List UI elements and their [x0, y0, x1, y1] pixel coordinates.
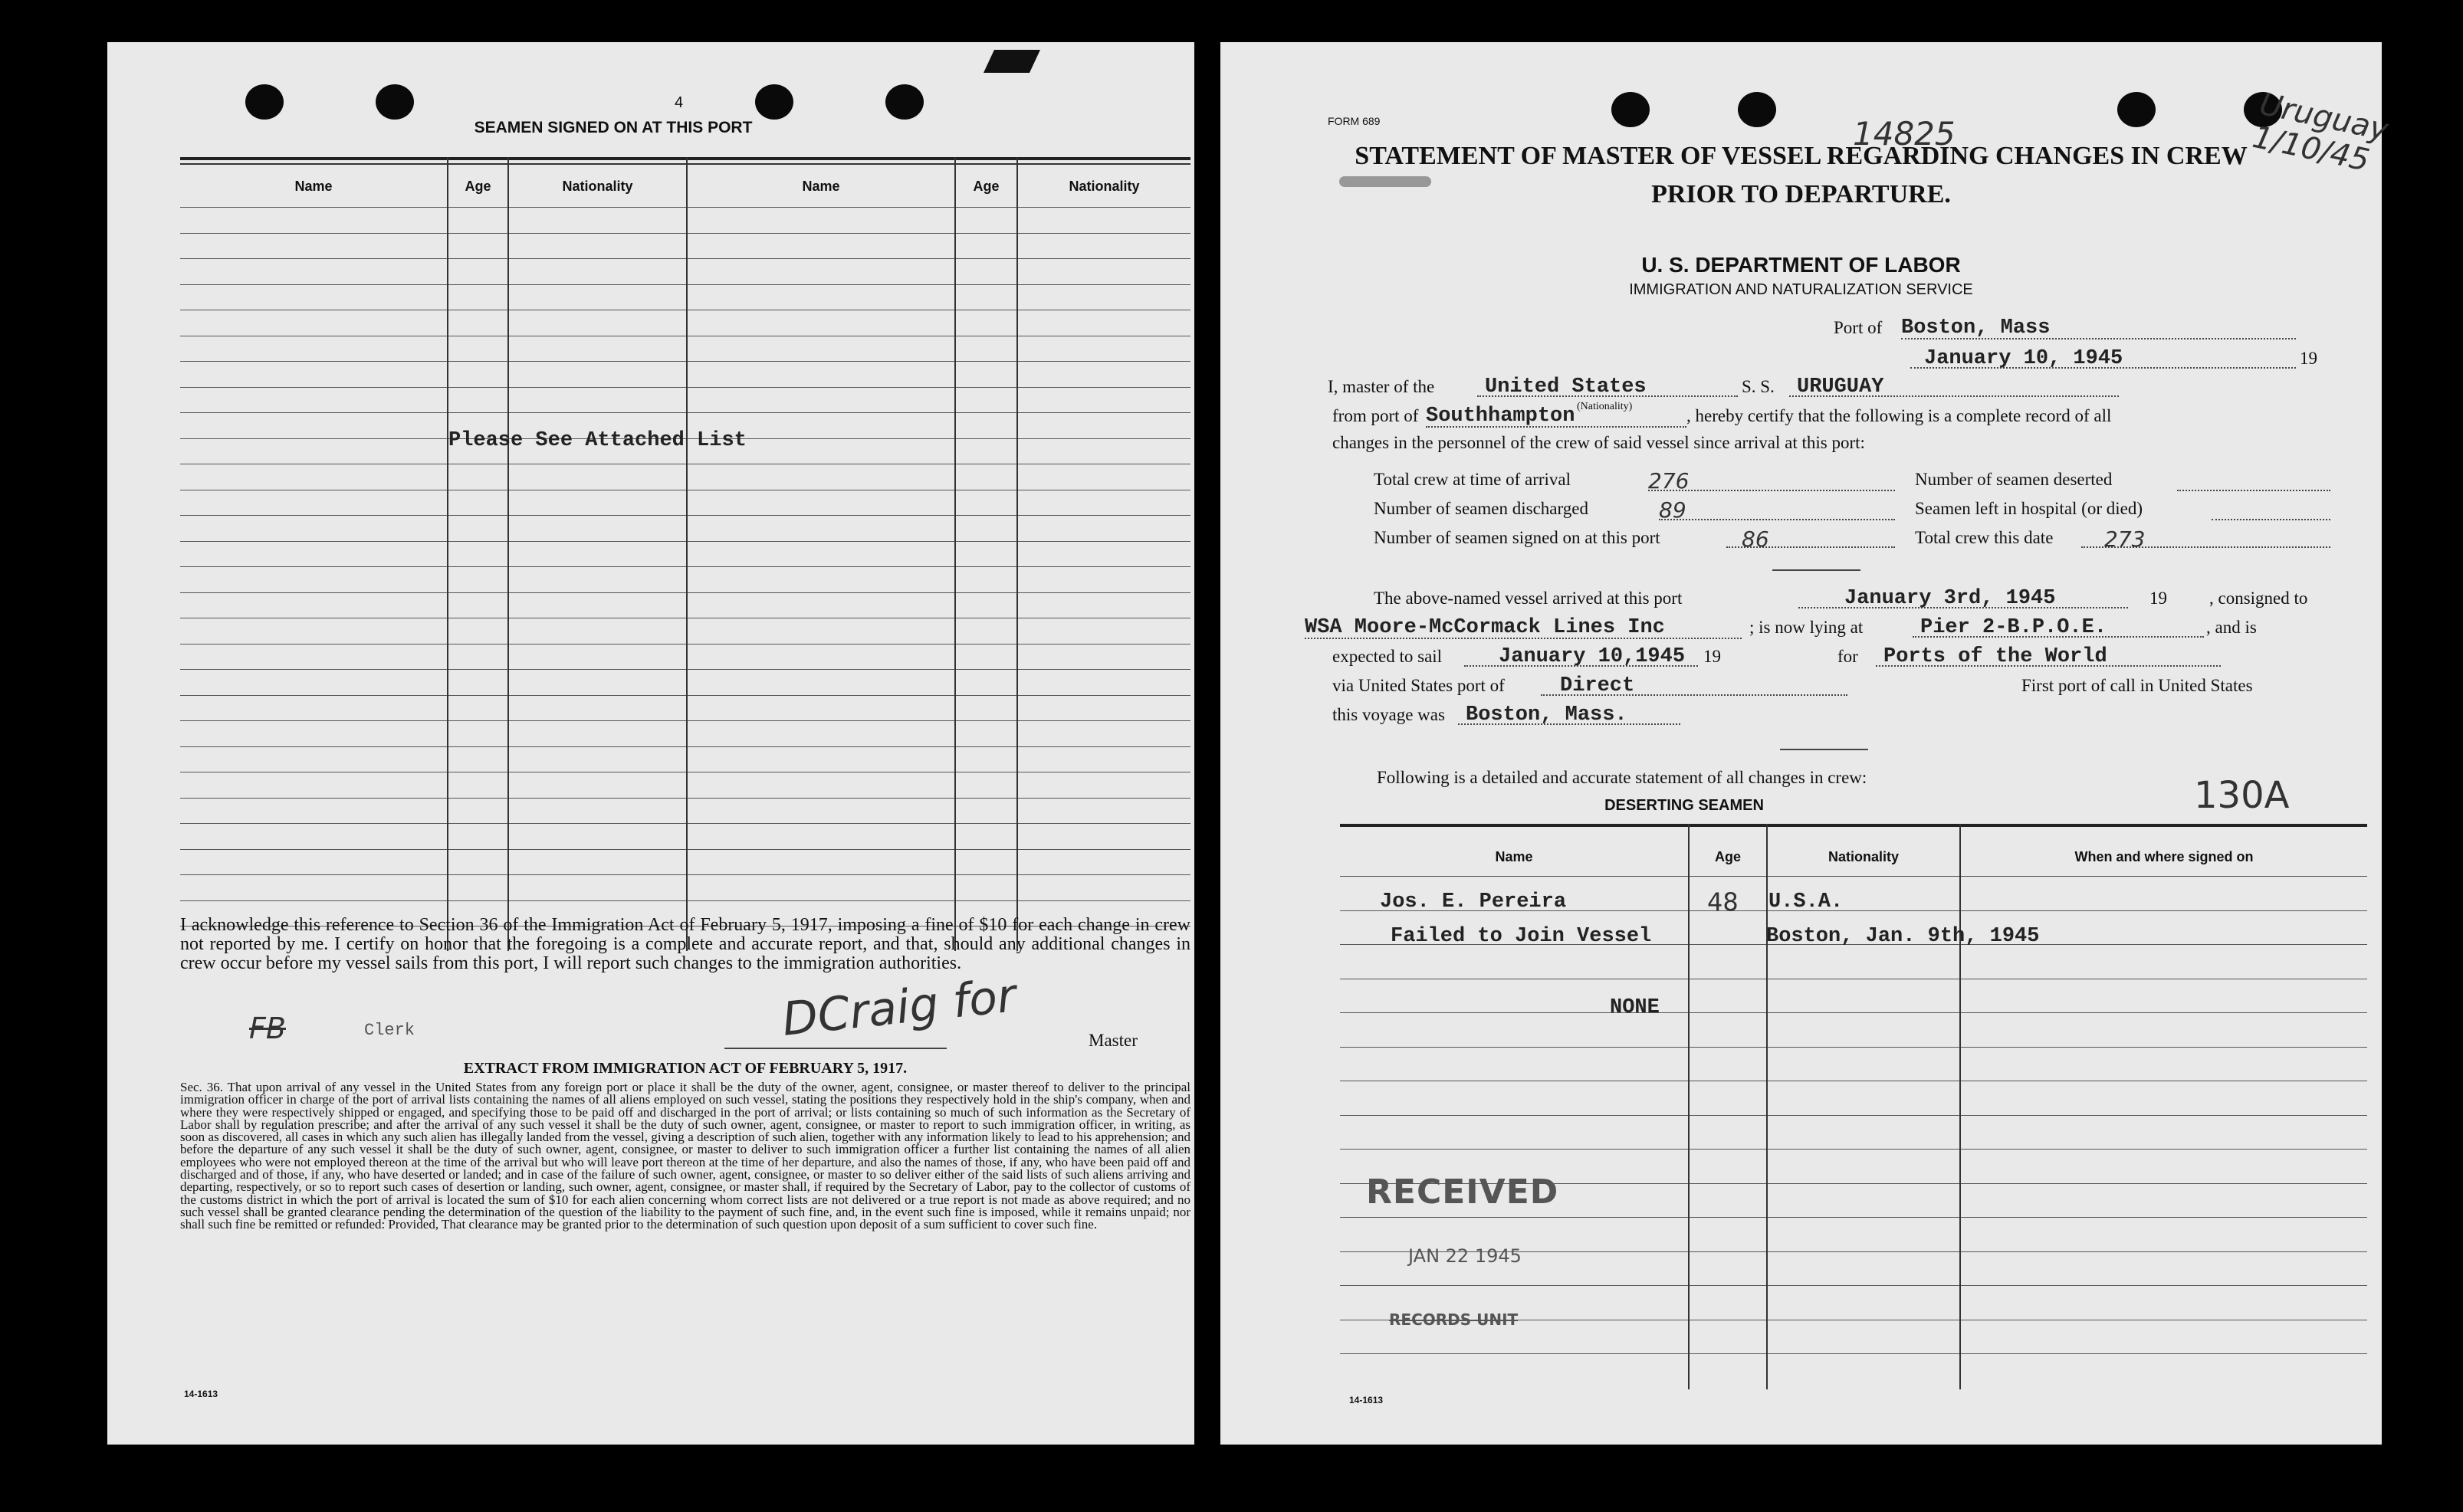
deserted-label: Number of seamen deserted: [1915, 470, 2113, 489]
divider: [1780, 749, 1868, 750]
form-code: 14-1613: [184, 1389, 218, 1399]
table-rule: [180, 258, 1190, 259]
table-rule: [180, 207, 1190, 208]
table-top-rule: [180, 157, 1190, 160]
punch-hole: [2117, 92, 2156, 127]
following-text: Following is a detailed and accurate statement of all changes in crew:: [1377, 768, 1867, 787]
arrived-label: The above-named vessel arrived at this port: [1374, 589, 1683, 608]
column-divider: [1959, 824, 1961, 1389]
table-rule: [1340, 1353, 2367, 1354]
arrived-field: [1798, 587, 2128, 608]
signed-on-value: 86: [1742, 526, 1769, 552]
from-port-label: from port of: [1332, 406, 1419, 425]
arrived-value: January 3rd, 1945: [1844, 587, 2056, 610]
table-rule: [180, 515, 1190, 516]
signature-line: [724, 1048, 947, 1049]
none-entry: NONE: [1610, 996, 1660, 1019]
ss-label: S. S.: [1742, 377, 1775, 396]
total-arrival-label: Total crew at time of arrival: [1374, 470, 1571, 489]
and-is-label: , and is: [2206, 618, 2257, 637]
deserter-nationality: U.S.A.: [1768, 890, 1844, 913]
table-rule: [180, 798, 1190, 799]
punch-hole: [1611, 92, 1650, 127]
signed-on-field: [1726, 526, 1895, 552]
table-rule: [180, 592, 1190, 593]
table-rule: [1340, 1115, 2367, 1116]
first-port-label: First port of call in United States: [2021, 676, 2253, 695]
table-rule: [180, 900, 1190, 901]
table-rule: [1340, 1149, 2367, 1150]
master-of-label: I, master of the: [1328, 377, 1435, 396]
deserter-name: Jos. E. Pereira: [1380, 890, 1567, 913]
extract-text: Sec. 36. That upon arrival of any vessel in the United States from any foreign port or place it shall be the duty of the owner, agent, consignee, or master thereof to deliver to the principal immigration officer in charge of the port of arrival lists containing the names of all aliens employed on such vessel, stating the positions they respectively hold in the ship's company, when and where they were respectively shipped or engaged, and specifying those to be paid off and discharged in the port of arrival; or lists containing so much of such information as the Secretary of Labor shall by regulation prescribe; and after the arrival of any such vessel it shall be the duty of such owner, agent, consignee, or master to report to such immigration officer, in writing, as soon as discovered, all cases in which any such alien has illegally landed from the vessel, giving a description of such alien, together with any information likely to lead to his apprehension; and before the departure of any such vessel it shall be the duty of such owner, agent, consignee, or master to deliver to such immigration officer a further list containing the names of all alien employees who were not employed thereon at the time of the arrival but who will leave port thereon at the time of her departure, and also the names of those, if any, who have been paid off and discharged and of those, if any, who have deserted or landed; and in case of the failure of such owner, agent, consignee, or master to so deliver either of the said lists of such aliens arriving and departing, respectively, or so to report such cases of desertion or landing, such owner, agent, consignee, or master shall, if required by the Secretary of Labor, pay to the collector of customs of the customs district in which the port of arrival is located the sum of $10 for each alien concerning whom correct lists are not delivered or a true report is not made as above required; and no such vessel shall be granted clearance pending the determination of the question of the liability to the payment of such fine, and, in the event such fine is imposed, while it remains unpaid; nor shall such fine be remitted or refunded: Provided, That clearance may be granted prior to the determination of such question upon deposit of a sum sufficient to cover such fine.: [180, 1080, 1190, 1232]
deserted-field: [2177, 468, 2330, 491]
table-rule: [180, 541, 1190, 542]
page-number: 4: [675, 94, 684, 111]
column-divider: [447, 157, 448, 951]
table-rule: [180, 746, 1190, 747]
table-rule: [1340, 1012, 2367, 1013]
ink-smudge: [1339, 176, 1431, 187]
col-nationality: Nationality: [1069, 179, 1140, 194]
for-label: for: [1837, 647, 1858, 666]
via-field: [1541, 674, 1847, 696]
table-rule: [180, 669, 1190, 670]
col-age: Age: [465, 179, 491, 194]
punch-hole: [245, 84, 284, 120]
col-name: Name: [294, 179, 333, 194]
table-rule: [1340, 1285, 2367, 1286]
table-rule: [180, 823, 1190, 824]
column-divider: [686, 157, 688, 951]
column-divider: [1688, 824, 1690, 1389]
signed-on-label: Number of seamen signed on at this port: [1374, 528, 1660, 547]
total-arrival-field: [1648, 468, 1895, 494]
arrived-year-prefix: 19: [2149, 589, 2167, 608]
punch-hole: [1738, 92, 1776, 127]
col-age: Age: [973, 179, 1000, 194]
col-nationality: Nationality: [1828, 849, 1899, 864]
stamp-unit: RECORDS UNIT: [1389, 1310, 1519, 1329]
from-port-field: [1426, 405, 1686, 428]
column-divider: [1016, 157, 1018, 951]
department: U. S. DEPARTMENT OF LABOR: [1641, 253, 1961, 277]
clerk-initials: FB: [249, 1012, 286, 1045]
handwritten-code: 130A: [2194, 774, 2290, 817]
master-signature: DCraig for: [780, 969, 1019, 1047]
expected-field: [1464, 645, 1698, 667]
lying-value: Pier 2-B.P.O.E.: [1920, 616, 2107, 639]
ship-value: URUGUAY: [1797, 376, 1884, 398]
attached-list-note: Please See Attached List: [448, 429, 747, 452]
date-value: January 10, 1945: [1924, 347, 2123, 370]
table-rule: [180, 874, 1190, 875]
expected-year-prefix: 19: [1703, 647, 1721, 666]
discharged-label: Number of seamen discharged: [1374, 499, 1588, 518]
table-rule: [1340, 876, 2367, 877]
stamp-date: JAN 22 1945: [1408, 1245, 1522, 1267]
col-age: Age: [1714, 849, 1741, 864]
col-name: Name: [1495, 849, 1533, 864]
port-value: Boston, Mass: [1901, 317, 2051, 339]
table-rule: [1340, 1217, 2367, 1218]
extract-title: EXTRACT FROM IMMIGRATION ACT OF FEBRUARY 5, 1917.: [463, 1060, 908, 1077]
received-stamp: RECEIVED: [1366, 1173, 1559, 1212]
service-name: IMMIGRATION AND NATURALIZATION SERVICE: [1629, 281, 1973, 298]
lying-label: ; is now lying at: [1749, 618, 1864, 637]
lying-field: [1913, 616, 2204, 638]
from-port-value: Southhampton: [1426, 405, 1575, 428]
table-rule: [180, 284, 1190, 285]
via-label: via United States port of: [1332, 676, 1505, 695]
expected-label: expected to sail: [1332, 647, 1443, 666]
table-rule: [180, 163, 1190, 165]
right-page: [1220, 42, 2392, 1445]
discharged-value: 89: [1659, 497, 1686, 523]
form-title-line2: PRIOR TO DEPARTURE.: [1651, 180, 1951, 208]
consignee-value: WSA Moore-McCormack Lines Inc: [1305, 616, 1665, 639]
column-divider: [1766, 824, 1768, 1389]
nationality-caption: (Nationality): [1577, 401, 1633, 412]
nationality-value: United States: [1485, 376, 1647, 398]
nationality-field: [1477, 376, 1738, 397]
port-field: [1901, 317, 2296, 339]
table-rule: [180, 233, 1190, 234]
hospital-label: Seamen left in hospital (or died): [1915, 499, 2143, 518]
handwritten-number: 14825: [1853, 115, 1956, 153]
table-rule: [180, 412, 1190, 413]
table-top-rule: [1340, 824, 2367, 827]
divider: [1772, 569, 1860, 571]
form-code: 14-1613: [1349, 1395, 1384, 1405]
total-arrival-value: 276: [1648, 468, 1690, 494]
deserter-age: 48: [1707, 887, 1739, 917]
consignee-field: [1305, 616, 1742, 639]
total-date-value: 273: [2104, 526, 2146, 552]
table-rule: [1340, 1047, 2367, 1048]
deserter-remark: Failed to Join Vessel: [1391, 925, 1652, 948]
col-when-where: When and where signed on: [2074, 849, 2254, 864]
acknowledgement-text: I acknowledge this reference to Section 36 of the Immigration Act of February 5, 1917, imposing a fine of $10 for each change in crew not reported by me. I certify on honor that the foregoing is a complete and accurate report, and that, should any additional changes in crew occur before my vessel sails from this port, I will report such changes to the immigration authorities.: [180, 915, 1190, 973]
total-date-label: Total crew this date: [1915, 528, 2054, 547]
port-label: Port of: [1834, 318, 1883, 337]
for-value: Ports of the World: [1883, 645, 2107, 668]
changes-text: changes in the personnel of the crew of said vessel since arrival at this port:: [1332, 433, 1865, 452]
date-field: [1910, 347, 2296, 369]
deserter-where: Boston, Jan. 9th, 1945: [1766, 925, 2040, 948]
total-date-field: [2081, 526, 2330, 552]
via-value: Direct: [1560, 674, 1635, 697]
hospital-field: [2212, 497, 2330, 520]
expected-value: January 10,1945: [1499, 645, 1686, 668]
form-number: FORM 689: [1328, 115, 1381, 127]
col-nationality: Nationality: [562, 179, 633, 194]
form-title-line1: STATEMENT OF MASTER OF VESSEL REGARDING CHANGES IN CREW: [1355, 142, 2248, 170]
ink-blot: [984, 50, 1040, 73]
discharged-field: [1659, 497, 1895, 523]
handwritten-corner-note: Uruguay 1/10/45: [2249, 86, 2392, 179]
consigned-label: , consigned to: [2209, 589, 2308, 608]
year-prefix: 19: [2300, 349, 2317, 368]
punch-hole: [376, 84, 414, 120]
certify-text: , hereby certify that the following is a complete record of all: [1686, 406, 2112, 425]
column-divider: [954, 157, 956, 951]
col-name: Name: [802, 179, 840, 194]
column-divider: [507, 157, 509, 951]
ship-field: [1789, 376, 2119, 397]
table-rule: [180, 387, 1190, 388]
table-rule: [180, 566, 1190, 567]
table-rule: [180, 720, 1190, 721]
punch-hole: [755, 84, 793, 120]
master-label: Master: [1089, 1031, 1138, 1050]
voyage-label: this voyage was: [1332, 705, 1445, 724]
for-field: [1876, 645, 2221, 667]
table-rule: [180, 849, 1190, 850]
voyage-field: [1458, 704, 1680, 725]
table-rule: [180, 361, 1190, 362]
punch-hole: [885, 84, 924, 120]
voyage-value: Boston, Mass.: [1466, 704, 1627, 726]
left-page: [107, 42, 1194, 1445]
deserting-title: DESERTING SEAMEN: [1604, 797, 1764, 814]
section-title: SEAMEN SIGNED ON AT THIS PORT: [474, 119, 753, 136]
table-rule: [180, 695, 1190, 696]
clerk-label: Clerk: [364, 1021, 415, 1040]
